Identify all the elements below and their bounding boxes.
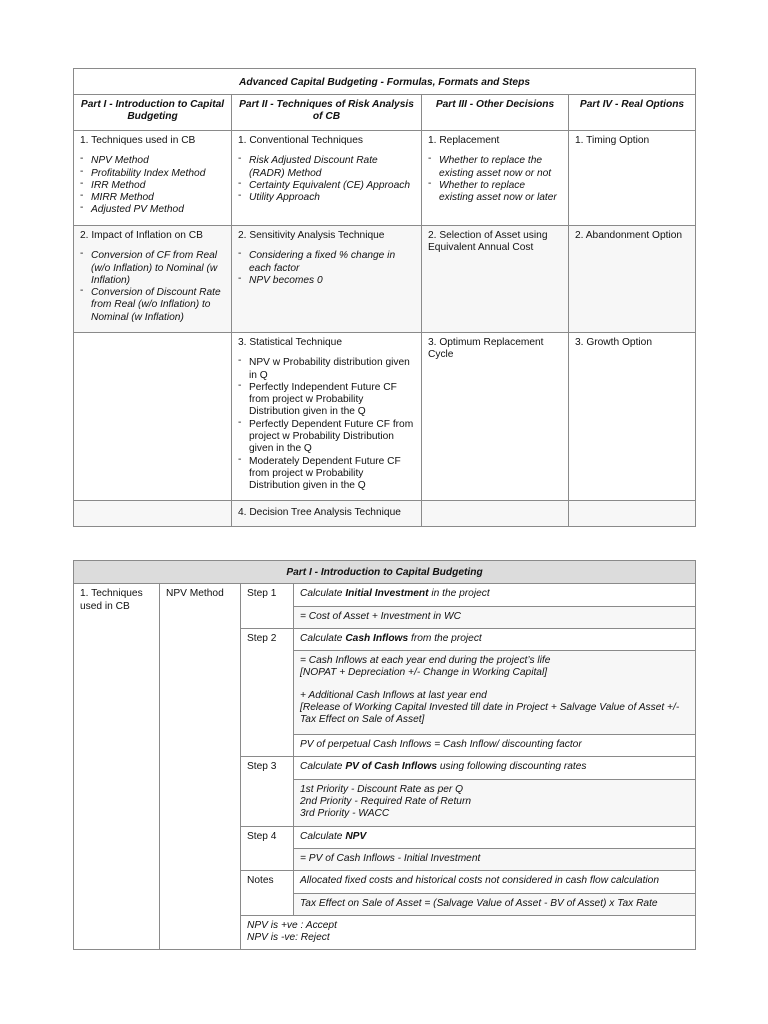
cell-replacement: 1. Replacement - Whether to replace the existing asset now or not - Whether to replace existing asset now or later: [422, 131, 569, 226]
summary-header-row: [74, 95, 696, 131]
step-3-priorities: 1st Priority - Discount Rate as per Q 2nd Priority - Required Rate of Return 3rd Priority - WACC: [294, 779, 696, 826]
summary-table: [73, 68, 696, 527]
step-2-perpetuity: PV of perpetual Cash Inflows = Cash Inflow/ discounting factor: [294, 735, 696, 757]
note-1: Allocated fixed costs and historical costs not considered in cash flow calculation: [294, 871, 696, 893]
list-item: - Whether to replace the existing asset now or not: [428, 155, 562, 180]
npv-table-title-row: [74, 561, 696, 584]
cell-asset-selection: 2. Selection of Asset using Equivalent Annual Cost: [422, 226, 569, 333]
step-4-instruction: Calculate NPV: [294, 826, 696, 848]
list-item: - Adjusted PV Method: [80, 204, 225, 216]
decision-rule: NPV is +ve : Accept NPV is -ve: Reject: [241, 915, 696, 950]
step-label: Step 3: [241, 757, 294, 826]
method-cell: NPV Method: [160, 584, 241, 950]
list-item: - Conversion of Discount Rate from Real (w/o Inflation) to Nominal (w Inflation): [80, 287, 225, 324]
category-cell: 1. Techniques used in CB: [74, 584, 160, 950]
step-label: Step 4: [241, 826, 294, 871]
cell-inflation-impact: 2. Impact of Inflation on CB - Conversion of CF from Real (w/o Inflation) to Nominal (w Inflation) - Conversion of Discount Rate from Real (w/o Inflation) to Nominal (w Inflation): [74, 226, 232, 333]
list-item: - Risk Adjusted Discount Rate (RADR) Method: [238, 155, 415, 180]
list-item: - Utility Approach: [238, 192, 415, 204]
cell-techniques-used: 1. Techniques used in CB - NPV Method - Profitability Index Method - IRR Method - MIRR Method - Adjusted PV Method: [74, 131, 232, 226]
step-3-instruction: Calculate PV of Cash Inflows using following discounting rates: [294, 757, 696, 779]
note-2: Tax Effect on Sale of Asset = (Salvage Value of Asset - BV of Asset) x Tax Rate: [294, 893, 696, 915]
cell-empty: [422, 501, 569, 527]
list-item: - Moderately Dependent Future CF from project w Probability Distribution given in the Q: [238, 456, 415, 493]
list-item: - Perfectly Dependent Future CF from project w Probability Distribution given in the Q: [238, 419, 415, 456]
cell-growth-option: 3. Growth Option: [569, 333, 696, 501]
summary-row-2: [74, 226, 696, 333]
cell-abandonment-option: 2. Abandonment Option: [569, 226, 696, 333]
header-part-2: Part II - Techniques of Risk Analysis of CB: [232, 95, 422, 131]
step-4-formula: = PV of Cash Inflows - Initial Investment: [294, 848, 696, 870]
step-label: Step 2: [241, 628, 294, 757]
header-part-3: Part III - Other Decisions: [422, 95, 569, 131]
step-label: Step 1: [241, 584, 294, 629]
list-item: - Considering a fixed % change in each factor: [238, 250, 415, 275]
summary-row-1: [74, 131, 696, 226]
step-2-instruction: Calculate Cash Inflows from the project: [294, 628, 696, 650]
notes-label: Notes: [241, 871, 294, 916]
bullet-list: [80, 250, 225, 324]
cell-empty: [569, 501, 696, 527]
npv-steps-table: [73, 560, 696, 950]
step-1-formula: = Cost of Asset + Investment in WC: [294, 606, 696, 628]
cell-timing-option: 1. Timing Option: [569, 131, 696, 226]
summary-row-3: [74, 333, 696, 501]
list-item: - Profitability Index Method: [80, 168, 225, 180]
bullet-list: [428, 155, 562, 204]
list-item: - MIRR Method: [80, 192, 225, 204]
bullet-list: [80, 155, 225, 216]
list-item: - NPV becomes 0: [238, 275, 415, 287]
cell-empty: [74, 501, 232, 527]
cell-empty: [74, 333, 232, 501]
cell-conventional-techniques: 1. Conventional Techniques - Risk Adjusted Discount Rate (RADR) Method - Certainty Equivalent (CE) Approach - Utility Approach: [232, 131, 422, 226]
list-item: - Certainty Equivalent (CE) Approach: [238, 180, 415, 192]
summary-row-4: [74, 501, 696, 527]
cell-decision-tree: 4. Decision Tree Analysis Technique: [232, 501, 422, 527]
step-1-instruction: Calculate Initial Investment in the project: [294, 584, 696, 606]
list-item: - NPV Method: [80, 155, 225, 167]
bullet-list: [238, 357, 415, 492]
summary-table-title: Advanced Capital Budgeting - Formulas, Formats and Steps: [74, 69, 696, 95]
npv-table-title: Part I - Introduction to Capital Budgeting: [74, 561, 696, 584]
bullet-list: [238, 155, 415, 204]
header-part-4: Part IV - Real Options: [569, 95, 696, 131]
cell-statistical-technique: 3. Statistical Technique - NPV w Probability distribution given in Q - Perfectly Independent Future CF from project w Probability Distribution given in the Q - Perfectly Dependent Future CF from project w Probability Distribution given in the Q - Moderately Dependent Future CF from project w Probability Distribution given in the Q: [232, 333, 422, 501]
bullet-list: [238, 250, 415, 287]
list-item: - NPV w Probability distribution given in Q: [238, 357, 415, 382]
list-item: - Whether to replace existing asset now or later: [428, 180, 562, 205]
step-2-formula: = Cash Inflows at each year end during the project’s life [NOPAT + Depreciation +/- Change in Working Capital] + Additional Cash Inflows at last year end [Release of Working Capital Invested till date in Project + Salvage Value of Asset +/- Tax Effect on Sale of Asset]: [294, 651, 696, 735]
header-part-1: Part I - Introduction to Capital Budgeting: [74, 95, 232, 131]
list-item: - Conversion of CF from Real (w/o Inflation) to Nominal (w Inflation): [80, 250, 225, 287]
list-item: - Perfectly Independent Future CF from project w Probability Distribution given in the Q: [238, 382, 415, 419]
list-item: - IRR Method: [80, 180, 225, 192]
cell-optimum-replacement: 3. Optimum Replacement Cycle: [422, 333, 569, 501]
cell-sensitivity-analysis: 2. Sensitivity Analysis Technique - Considering a fixed % change in each factor - NPV becomes 0: [232, 226, 422, 333]
table-row: [74, 584, 696, 606]
